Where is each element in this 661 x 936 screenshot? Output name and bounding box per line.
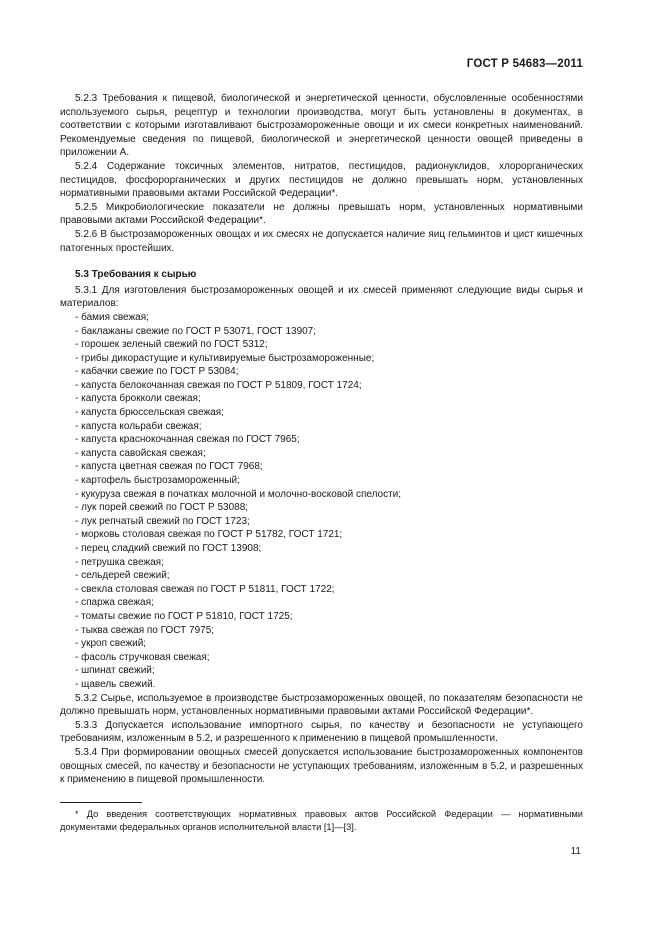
list-item: - капуста краснокочанная свежая по ГОСТ 7965; [75, 434, 300, 446]
list-item: - капуста цветная свежая по ГОСТ 7968; [75, 461, 263, 473]
list-item: - свекла столовая свежая по ГОСТ Р 51811, ГОСТ 1722; [75, 583, 335, 595]
list-item: - тыква свежая по ГОСТ 7975; [75, 624, 215, 636]
list-item: - картофель быстрозамороженный; [75, 475, 240, 487]
paragraph-5-2-6: 5.2.6 В быстрозамороженных овощах и их смесях не допускается наличие яиц гельминтов и цист кишечных патогенных простейших. [60, 228, 583, 254]
list-item: - горошек зеленый свежий по ГОСТ 5312; [75, 339, 268, 351]
list-item: - капуста белокочанная свежая по ГОСТ Р 51809, ГОСТ 1724; [75, 379, 362, 391]
paragraph-5-2-4: 5.2.4 Содержание токсичных элементов, нитратов, пестицидов, радионуклидов, хлорорганических пестицидов, фосфорорганических и других пестицидов не должно превышать норм, установленных нормативными правовыми актами Российской Федерации*. [60, 160, 583, 200]
list-item: - капуста савойская свежая; [75, 447, 206, 459]
footnote-divider [60, 802, 142, 803]
paragraph-5-2-5: 5.2.5 Микробиологические показатели не должны превышать норм, установленных нормативными правовыми актами Российской Федерации*. [60, 201, 583, 227]
list-item: - лук репчатый свежий по ГОСТ 1723; [75, 515, 250, 527]
section-title: 5.3 Требования к сырью [75, 269, 197, 281]
raw-materials-list [60, 311, 583, 692]
list-item: - шпинат свежий; [75, 665, 155, 677]
standard-header: ГОСТ Р 54683—2011 [466, 58, 583, 70]
paragraph-5-2-3: 5.2.3 Требования к пищевой, биологической и энергетической ценности, обусловленные особенностями используемого сырья, рецептур и технологии производства, могут быть установлены в документах, в соответствии с которыми изготавливают быстрозамороженные овощи и их смеси конкретных наименований. Рекомендуемые сведения по пищевой, биологической и энергетической ценности овощей приведены в приложении А. [60, 93, 583, 159]
page-number: 11 [570, 846, 581, 857]
list-item: - капуста брюссельская свежая; [75, 407, 224, 419]
paragraph-5-3-1: 5.3.1 Для изготовления быстрозамороженных овощей и их смесей применяют следующие виды сырья и материалов: [60, 284, 583, 310]
list-item: - капуста брокколи свежая; [75, 393, 201, 405]
list-item: - баклажаны свежие по ГОСТ Р 53071, ГОСТ 13907; [75, 325, 317, 337]
list-item: - спаржа свежая; [75, 597, 154, 609]
document-body [60, 92, 583, 787]
list-item: - морковь столовая свежая по ГОСТ Р 51782, ГОСТ 1721; [75, 529, 343, 541]
list-item: - щавель свежий. [75, 678, 156, 690]
list-item: - кукуруза свежая в початках молочной и молочно-восковой спелости; [75, 488, 402, 500]
list-item: - фасоль стручковая свежая; [75, 651, 210, 663]
list-item: - сельдерей свежий; [75, 570, 170, 582]
list-item: - капуста кольраби свежая; [75, 420, 202, 432]
list-item: - перец сладкий свежий по ГОСТ 13908; [75, 543, 262, 554]
paragraph-5-3-2: 5.3.2 Сырье, используемое в производстве быстрозамороженных овощей, по показателям безопасности не должно превышать норм, установленных нормативными правовыми актами Российской Федерации*. [60, 692, 583, 718]
footnote: * До введения соответствующих нормативных правовых актов Российской Федерации — нормативными документами федеральных органов исполнительной власти [1]—[3]. [60, 809, 583, 832]
paragraph-5-3-3: 5.3.3 Допускается использование импортного сырья, по качеству и безопасности не уступающего требованиям, изложенным в 5.2, и разрешенного к применению в пищевой промышленности. [60, 719, 583, 745]
paragraph-5-3-4: 5.3.4 При формировании овощных смесей допускается использование быстрозамороженных компонентов овощных смесей, по качеству и безопасности не уступающих требованиям, изложенным в 5.2, и разрешенных к применению в пищевой промышленности. [60, 746, 583, 786]
list-item: - томаты свежие по ГОСТ Р 51810, ГОСТ 1725; [75, 610, 293, 622]
list-item: - бамия свежая; [75, 311, 149, 323]
list-item: - петрушка свежая; [75, 556, 164, 568]
list-item: - грибы дикорастущие и культивируемые быстрозамороженные; [75, 352, 375, 364]
list-item: - кабачки свежие по ГОСТ Р 53084; [75, 366, 239, 378]
list-item: - лук порей свежий по ГОСТ Р 53088; [75, 502, 249, 514]
list-item: - укроп свежий; [75, 638, 147, 650]
